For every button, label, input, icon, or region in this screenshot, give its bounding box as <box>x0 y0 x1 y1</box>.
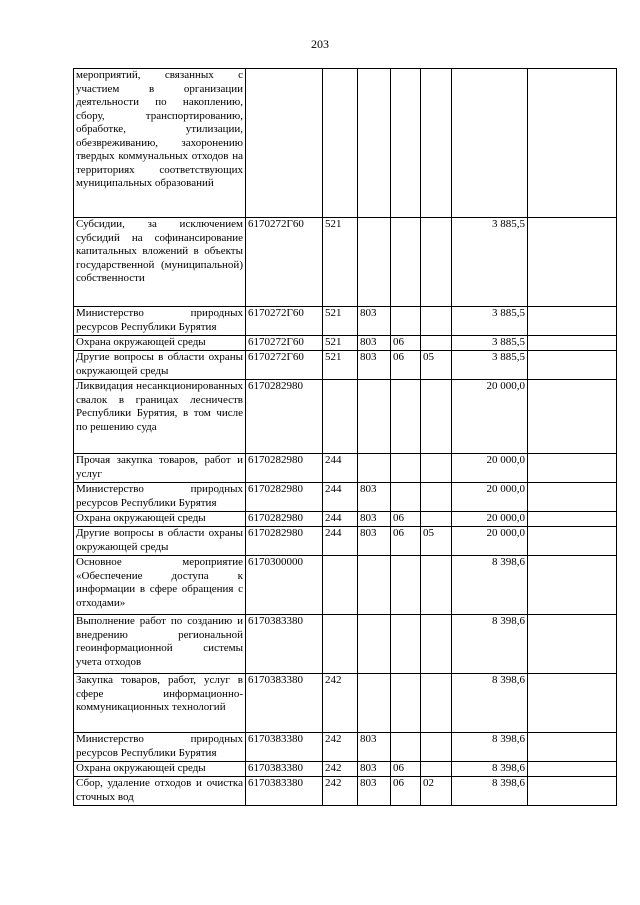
amount-cell: 8 398,6 <box>452 615 528 674</box>
expense-type-cell: 244 <box>323 512 358 527</box>
table-row <box>74 615 617 674</box>
section-code-cell: 06 <box>391 512 421 527</box>
budget-code-cell: 6170383380 <box>246 762 323 777</box>
expense-type-cell: 521 <box>323 307 358 336</box>
subsection-code-cell <box>421 307 452 336</box>
budget-code-cell: 6170383380 <box>246 674 323 733</box>
section-code-cell: 06 <box>391 777 421 806</box>
empty-cell <box>528 527 617 556</box>
subsection-code-cell <box>421 380 452 454</box>
department-code-cell <box>358 615 391 674</box>
budget-code-cell: 6170383380 <box>246 777 323 806</box>
amount-cell: 20 000,0 <box>452 527 528 556</box>
subsection-code-cell <box>421 454 452 483</box>
department-code-cell <box>358 454 391 483</box>
empty-cell <box>528 336 617 351</box>
department-code-cell <box>358 218 391 307</box>
expense-type-cell <box>323 615 358 674</box>
section-code-cell <box>391 454 421 483</box>
empty-cell <box>528 454 617 483</box>
amount-cell: 3 885,5 <box>452 218 528 307</box>
budget-code-cell: 6170272Г60 <box>246 218 323 307</box>
section-code-cell <box>391 674 421 733</box>
subsection-code-cell <box>421 733 452 762</box>
budget-code-cell: 6170282980 <box>246 512 323 527</box>
amount-cell: 3 885,5 <box>452 307 528 336</box>
row-name-cell: Охрана окружающей среды <box>74 512 246 527</box>
budget-table <box>73 68 617 806</box>
table-row <box>74 454 617 483</box>
budget-code-cell: 6170282980 <box>246 527 323 556</box>
subsection-code-cell <box>421 512 452 527</box>
amount-cell: 8 398,6 <box>452 762 528 777</box>
table-row <box>74 762 617 777</box>
section-code-cell: 06 <box>391 351 421 380</box>
expense-type-cell: 521 <box>323 336 358 351</box>
amount-cell <box>452 69 528 218</box>
expense-type-cell: 244 <box>323 483 358 512</box>
row-name-cell: Министерство природных ресурсов Республики Бурятия <box>74 307 246 336</box>
section-code-cell: 06 <box>391 336 421 351</box>
budget-code-cell: 6170282980 <box>246 380 323 454</box>
expense-type-cell <box>323 380 358 454</box>
subsection-code-cell <box>421 674 452 733</box>
empty-cell <box>528 351 617 380</box>
amount-cell: 3 885,5 <box>452 336 528 351</box>
subsection-code-cell <box>421 69 452 218</box>
expense-type-cell <box>323 69 358 218</box>
table-row <box>74 527 617 556</box>
budget-code-cell: 6170300000 <box>246 556 323 615</box>
expense-type-cell: 242 <box>323 762 358 777</box>
department-code-cell: 803 <box>358 762 391 777</box>
section-code-cell <box>391 733 421 762</box>
subsection-code-cell <box>421 218 452 307</box>
empty-cell <box>528 762 617 777</box>
empty-cell <box>528 69 617 218</box>
empty-cell <box>528 615 617 674</box>
amount-cell: 20 000,0 <box>452 483 528 512</box>
amount-cell: 8 398,6 <box>452 777 528 806</box>
expense-type-cell: 242 <box>323 777 358 806</box>
department-code-cell: 803 <box>358 336 391 351</box>
row-name-cell: мероприятий, связанных с участием в организации деятельности по накоплению, сбору, транспортированию, обработке, утилизации, обезвреживанию, захоронению твердых коммунальных отходов на территориях соответствующих муниципальных образований <box>74 69 246 218</box>
budget-code-cell <box>246 69 323 218</box>
section-code-cell <box>391 69 421 218</box>
table-row <box>74 733 617 762</box>
row-name-cell: Охрана окружающей среды <box>74 762 246 777</box>
budget-code-cell: 6170272Г60 <box>246 307 323 336</box>
budget-code-cell: 6170272Г60 <box>246 351 323 380</box>
table-row <box>74 483 617 512</box>
row-name-cell: Другие вопросы в области охраны окружающей среды <box>74 527 246 556</box>
section-code-cell <box>391 483 421 512</box>
department-code-cell <box>358 380 391 454</box>
section-code-cell <box>391 307 421 336</box>
empty-cell <box>528 777 617 806</box>
section-code-cell: 06 <box>391 762 421 777</box>
empty-cell <box>528 733 617 762</box>
department-code-cell: 803 <box>358 733 391 762</box>
department-code-cell: 803 <box>358 483 391 512</box>
row-name-cell: Другие вопросы в области охраны окружающей среды <box>74 351 246 380</box>
section-code-cell <box>391 380 421 454</box>
empty-cell <box>528 674 617 733</box>
expense-type-cell: 521 <box>323 218 358 307</box>
empty-cell <box>528 307 617 336</box>
table-row <box>74 512 617 527</box>
subsection-code-cell: 02 <box>421 777 452 806</box>
table-row <box>74 351 617 380</box>
row-name-cell: Прочая закупка товаров, работ и услуг <box>74 454 246 483</box>
amount-cell: 20 000,0 <box>452 512 528 527</box>
amount-cell: 3 885,5 <box>452 351 528 380</box>
subsection-code-cell <box>421 615 452 674</box>
amount-cell: 8 398,6 <box>452 733 528 762</box>
amount-cell: 20 000,0 <box>452 454 528 483</box>
budget-code-cell: 6170383380 <box>246 733 323 762</box>
row-name-cell: Министерство природных ресурсов Республики Бурятия <box>74 483 246 512</box>
department-code-cell: 803 <box>358 512 391 527</box>
empty-cell <box>528 483 617 512</box>
page-number: 203 <box>311 37 329 51</box>
empty-cell <box>528 218 617 307</box>
department-code-cell <box>358 556 391 615</box>
expense-type-cell: 244 <box>323 527 358 556</box>
amount-cell: 8 398,6 <box>452 556 528 615</box>
table-row <box>74 336 617 351</box>
department-code-cell: 803 <box>358 777 391 806</box>
row-name-cell: Выполнение работ по созданию и внедрению региональной геоинформационной системы учета отходов <box>74 615 246 674</box>
section-code-cell <box>391 218 421 307</box>
subsection-code-cell: 05 <box>421 351 452 380</box>
subsection-code-cell <box>421 556 452 615</box>
amount-cell: 20 000,0 <box>452 380 528 454</box>
row-name-cell: Сбор, удаление отходов и очистка сточных вод <box>74 777 246 806</box>
table-row <box>74 777 617 806</box>
budget-code-cell: 6170282980 <box>246 483 323 512</box>
row-name-cell: Закупка товаров, работ, услуг в сфере информационно-коммуникационных технологий <box>74 674 246 733</box>
subsection-code-cell <box>421 483 452 512</box>
expense-type-cell: 242 <box>323 733 358 762</box>
empty-cell <box>528 512 617 527</box>
section-code-cell <box>391 615 421 674</box>
expense-type-cell: 242 <box>323 674 358 733</box>
table-row <box>74 218 617 307</box>
department-code-cell <box>358 674 391 733</box>
subsection-code-cell <box>421 762 452 777</box>
row-name-cell: Министерство природных ресурсов Республики Бурятия <box>74 733 246 762</box>
budget-code-cell: 6170282980 <box>246 454 323 483</box>
expense-type-cell: 521 <box>323 351 358 380</box>
section-code-cell <box>391 556 421 615</box>
budget-code-cell: 6170383380 <box>246 615 323 674</box>
table-row <box>74 674 617 733</box>
row-name-cell: Основное мероприятие «Обеспечение доступа к информации в сфере обращения с отходами» <box>74 556 246 615</box>
subsection-code-cell: 05 <box>421 527 452 556</box>
table-row <box>74 380 617 454</box>
department-code-cell: 803 <box>358 307 391 336</box>
department-code-cell <box>358 69 391 218</box>
row-name-cell: Охрана окружающей среды <box>74 336 246 351</box>
budget-code-cell: 6170272Г60 <box>246 336 323 351</box>
table-row <box>74 307 617 336</box>
table-row <box>74 69 617 218</box>
table-row <box>74 556 617 615</box>
subsection-code-cell <box>421 336 452 351</box>
department-code-cell: 803 <box>358 527 391 556</box>
empty-cell <box>528 380 617 454</box>
empty-cell <box>528 556 617 615</box>
row-name-cell: Ликвидация несанкционированных свалок в границах лесничеств Республики Бурятия, в том числе по решению суда <box>74 380 246 454</box>
expense-type-cell <box>323 556 358 615</box>
section-code-cell: 06 <box>391 527 421 556</box>
department-code-cell: 803 <box>358 351 391 380</box>
row-name-cell: Субсидии, за исключением субсидий на софинансирование капитальных вложений в объекты государственной (муниципальной) собственности <box>74 218 246 307</box>
budget-table-body <box>74 69 617 806</box>
amount-cell: 8 398,6 <box>452 674 528 733</box>
expense-type-cell: 244 <box>323 454 358 483</box>
